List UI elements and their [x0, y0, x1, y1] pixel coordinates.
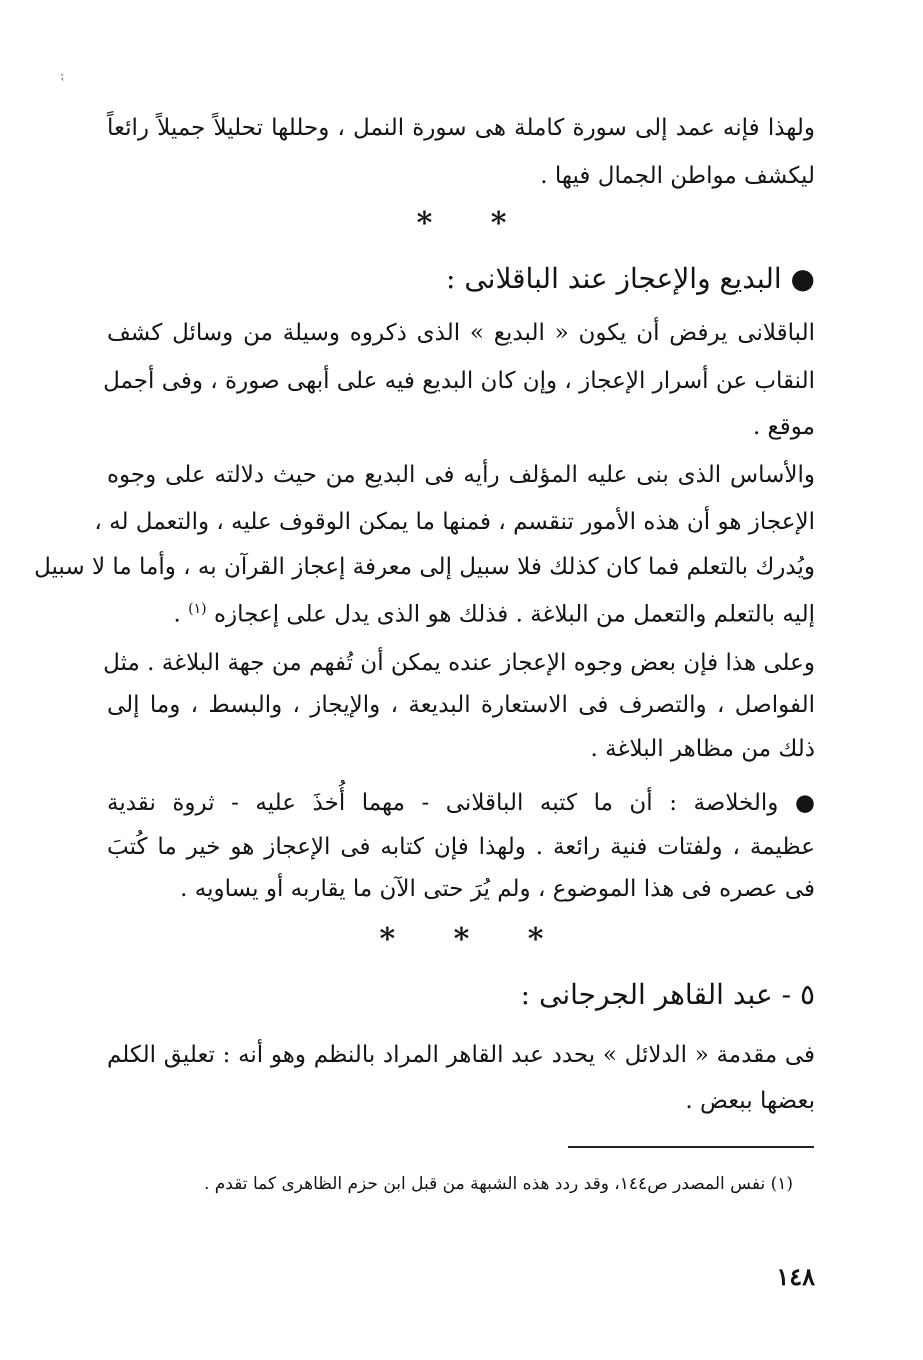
- paragraph4-line1: وعلى هذا فإن بعض وجوه الإعجاز عنده يمكن أن تُفهم من جهة البلاغة . مثل: [103, 650, 815, 676]
- paragraph3-line2: الإعجاز هو أن هذه الأمور تنقسم ، فمنها ما يمكن الوقوف عليه ، والتعمل له ،: [94, 509, 815, 535]
- paragraph1-line2: ليكشف مواطن الجمال فيها .: [540, 163, 815, 189]
- section-heading-jurjani: ٥ - عبد القاهر الجرجانى :: [520, 978, 815, 1011]
- footnote: (١) نفس المصدر ص١٤٤، وقد ردد هذه الشبهة من قبل ابن حزم الظاهرى كما تقدم .: [203, 1174, 793, 1194]
- paragraph2-line3: موقع .: [752, 414, 815, 440]
- paragraph6-line2: بعضها ببعض .: [685, 1088, 815, 1114]
- section-separator-2: [0, 922, 923, 957]
- separator-star: *: [527, 922, 544, 957]
- separator-star: *: [379, 922, 396, 957]
- separator-star: *: [490, 206, 507, 241]
- paragraph3-line4-end: .: [173, 601, 181, 628]
- footnote-reference: (١): [188, 601, 207, 617]
- section-heading-baqillani: ● البديع والإعجاز عند الباقلانى :: [446, 262, 815, 295]
- paragraph3-line3: ويُدرك بالتعلم فما كان كذلك فلا سبيل إلى معرفة إعجاز القرآن به ، وأما ما لا سبيل: [34, 554, 815, 580]
- paragraph6-line1: فى مقدمة « الدلائل » يحدد عبد القاهر المراد بالنظم وهو أنه : تعليق الكلم: [107, 1042, 815, 1068]
- footnote-divider: [568, 1146, 814, 1148]
- section-separator-1: [0, 206, 923, 241]
- paragraph1-line1: ولهذا فإنه عمد إلى سورة كاملة هى سورة النمل ، وحللها تحليلاً جميلاً رائعاً: [107, 115, 815, 141]
- separator-star: *: [453, 922, 470, 957]
- paragraph4-line2: الفواصل ، والتصرف فى الاستعارة البديعة ، والإيجاز ، والبسط ، وما إلى: [107, 692, 815, 718]
- paragraph5-line3: فى عصره فى هذا الموضوع ، ولم يُرَ حتى الآن ما يقاربه أو يساويه .: [180, 876, 815, 902]
- scan-speck: ⁏: [60, 68, 65, 82]
- paragraph2-line1: الباقلانى يرفض أن يكون « البديع » الذى ذكروه وسيلة من وسائل كشف: [107, 320, 815, 346]
- page-number: ١٤٨: [776, 1262, 815, 1291]
- separator-star: *: [416, 206, 433, 241]
- paragraph3-line1: والأساس الذى بنى عليه المؤلف رأيه فى البديع من حيث دلالته على وجوه: [107, 462, 815, 488]
- paragraph3-line4: [174, 594, 815, 630]
- paragraph5-line1: ● والخلاصة : أن ما كتبه الباقلانى - مهما أُخذَ عليه - ثروة نقدية: [107, 790, 815, 816]
- paragraph4-line3: ذلك من مظاهر البلاغة .: [590, 736, 815, 762]
- paragraph3-line4-text: إليه بالتعلم والتعمل من البلاغة . فذلك هو الذى يدل على إعجازه: [213, 601, 815, 628]
- paragraph2-line2: النقاب عن أسرار الإعجاز ، وإن كان البديع فيه على أبهى صورة ، وفى أجمل: [103, 368, 815, 394]
- paragraph5-line2: عظيمة ، ولفتات فنية رائعة . ولهذا فإن كتابه فى الإعجاز هو خير ما كُتبَ: [107, 834, 815, 860]
